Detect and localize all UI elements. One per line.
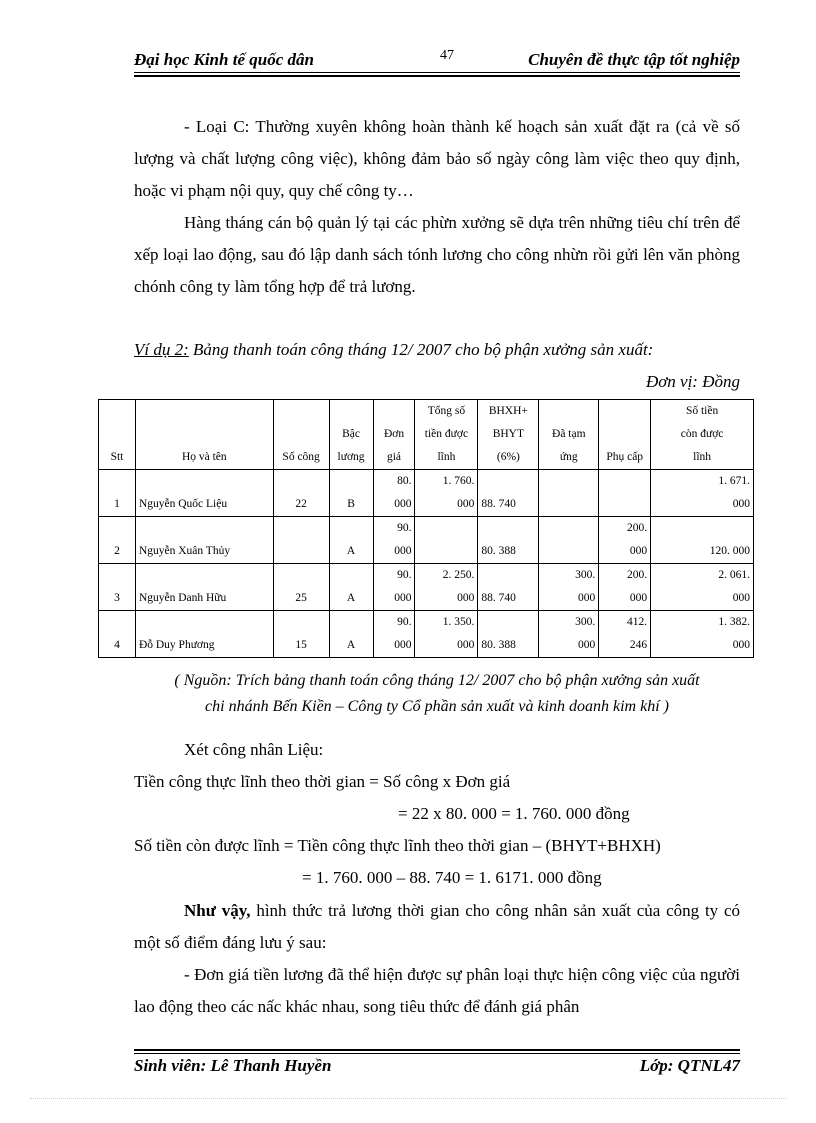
- header-report-title: Chuyên đề thực tập tốt nghiệp: [528, 50, 740, 69]
- cell-don-gia: 90. 000: [373, 611, 415, 658]
- calc-line: = 22 x 80. 000 = 1. 760. 000 đồng: [398, 804, 630, 823]
- table-row: [99, 470, 754, 517]
- cell-tong-so: 1. 760. 000: [415, 470, 478, 517]
- cell-so-cong: 15: [273, 611, 329, 658]
- cell-tam-ung: [539, 470, 599, 517]
- header-so-tien-con: Số tiền còn được lĩnh: [651, 400, 754, 470]
- cell-so-cong: 25: [273, 564, 329, 611]
- page-edge-dots: [30, 1098, 786, 1099]
- header-rule-thin: [134, 72, 740, 73]
- cell-phu-cap: 412. 246: [599, 611, 651, 658]
- caption-label: Ví dụ 2:: [134, 340, 189, 359]
- cell-phu-cap: [599, 470, 651, 517]
- footer-class: Lớp: QTNL47: [639, 1056, 740, 1075]
- calc-intro: Xét công nhân Liệu:: [184, 740, 324, 759]
- body-top: [134, 111, 740, 303]
- page-footer: [134, 1056, 740, 1080]
- cell-tong-so: 2. 250. 000: [415, 564, 478, 611]
- header-don-gia: Đơn giá: [373, 400, 415, 470]
- cell-name: Nguyễn Danh Hữu: [135, 564, 273, 611]
- table-row: [99, 517, 754, 564]
- header-rule-thick: [134, 75, 740, 77]
- footer-rule-thin: [134, 1053, 740, 1054]
- page-number: 47: [440, 48, 454, 63]
- cell-tong-so: 1. 350. 000: [415, 611, 478, 658]
- table-row: [99, 564, 754, 611]
- paragraph-monthly: Hàng tháng cán bộ quản lý tại các phừn xưởng sẽ dựa trên những tiêu chí trên để xếp loại lao động, sau đó lập danh sách tónh lương cho công nhừn rồi gửi lên văn phòng chónh công ty làm tổng hợp để trả lương.: [134, 213, 740, 296]
- cell-so-cong: 22: [273, 470, 329, 517]
- source-note-line: ( Nguồn: Trích bảng thanh toán công tháng 12/ 2007 cho bộ phận xưởng sản xuất: [174, 672, 700, 689]
- cell-so-tien-con: 120. 000: [651, 517, 754, 564]
- header-phu-cap: Phụ cấp: [599, 400, 651, 470]
- header-so-cong: Số công: [273, 400, 329, 470]
- header-bac-luong: Bậc lương: [329, 400, 373, 470]
- cell-tong-so: [415, 517, 478, 564]
- cell-stt: 3: [99, 564, 136, 611]
- cell-phu-cap: 200. 000: [599, 564, 651, 611]
- cell-bhxh: 88. 740: [478, 470, 539, 517]
- cell-bac: A: [329, 564, 373, 611]
- table-caption: [134, 340, 653, 360]
- footer-student: Sinh viên: Lê Thanh Huyền: [134, 1056, 332, 1075]
- cell-stt: 2: [99, 517, 136, 564]
- unit-label: Đơn vị: Đồng: [645, 372, 740, 391]
- cell-so-cong: [273, 517, 329, 564]
- paragraph-loai-c: - Loại C: Thường xuyên không hoàn thành kế hoạch sản xuất đặt ra (cả về số lượng và chất lượng công việc), không đảm bảo số ngày công làm việc theo quy định, hoặc vi phạm nội quy, quy chế công ty…: [134, 117, 740, 200]
- cell-tam-ung: [539, 517, 599, 564]
- cell-bac: B: [329, 470, 373, 517]
- table-row: [99, 611, 754, 658]
- header-university: Đại học Kinh tế quốc dân: [134, 50, 314, 69]
- header-bhxh: BHXH+ BHYT (6%): [478, 400, 539, 470]
- payment-table: [98, 399, 754, 658]
- cell-bhxh: 80. 388: [478, 517, 539, 564]
- source-note-line: chi nhánh Bến Kiền – Công ty Cổ phần sản xuất và kinh doanh kim khí ): [205, 698, 669, 715]
- conclusion-paragraph: Như vậy, hình thức trả lương thời gian cho công nhân sản xuất của công ty có một số điểm đáng lưu ý sau:: [134, 901, 740, 952]
- cell-don-gia: 80. 000: [373, 470, 415, 517]
- cell-tam-ung: 300. 000: [539, 611, 599, 658]
- footer-rule-thick: [134, 1049, 740, 1051]
- header-name: Họ và tên: [135, 400, 273, 470]
- cell-name: Đỗ Duy Phương: [135, 611, 273, 658]
- page-header: [134, 46, 740, 72]
- cell-name: Nguyễn Quốc Liệu: [135, 470, 273, 517]
- cell-bac: A: [329, 517, 373, 564]
- cell-so-tien-con: 1. 671. 000: [651, 470, 754, 517]
- cell-stt: 1: [99, 470, 136, 517]
- cell-bhxh: 88. 740: [478, 564, 539, 611]
- cell-bhxh: 80. 388: [478, 611, 539, 658]
- header-tong-so: Tổng số tiền được lĩnh: [415, 400, 478, 470]
- cell-so-tien-con: 1. 382. 000: [651, 611, 754, 658]
- cell-so-tien-con: 2. 061. 000: [651, 564, 754, 611]
- conclusion: [134, 895, 740, 1023]
- cell-don-gia: 90. 000: [373, 564, 415, 611]
- calculation: [134, 734, 740, 894]
- conclusion-point: - Đơn giá tiền lương đã thể hiện được sự phân loại thực hiện công việc của người lao động theo các nấc khác nhau, song tiêu thức để đánh giá phân: [134, 965, 740, 1016]
- cell-bac: A: [329, 611, 373, 658]
- header-tam-ung: Đã tạm ứng: [539, 400, 599, 470]
- calc-line: Số tiền còn được lĩnh = Tiền công thực lĩnh theo thời gian – (BHYT+BHXH): [134, 836, 661, 855]
- cell-name: Nguyễn Xuân Thủy: [135, 517, 273, 564]
- source-note: [134, 668, 740, 720]
- calc-line: Tiền công thực lĩnh theo thời gian = Số công x Đơn giá: [134, 772, 511, 791]
- cell-phu-cap: 200. 000: [599, 517, 651, 564]
- cell-stt: 4: [99, 611, 136, 658]
- header-stt: Stt: [99, 400, 136, 470]
- cell-tam-ung: 300. 000: [539, 564, 599, 611]
- cell-don-gia: 90. 000: [373, 517, 415, 564]
- calc-line: = 1. 760. 000 – 88. 740 = 1. 6171. 000 đồng: [302, 868, 602, 887]
- table-header-row: [99, 400, 754, 470]
- caption-text: Bảng thanh toán công tháng 12/ 2007 cho bộ phận xưởng sản xuất:: [188, 340, 654, 359]
